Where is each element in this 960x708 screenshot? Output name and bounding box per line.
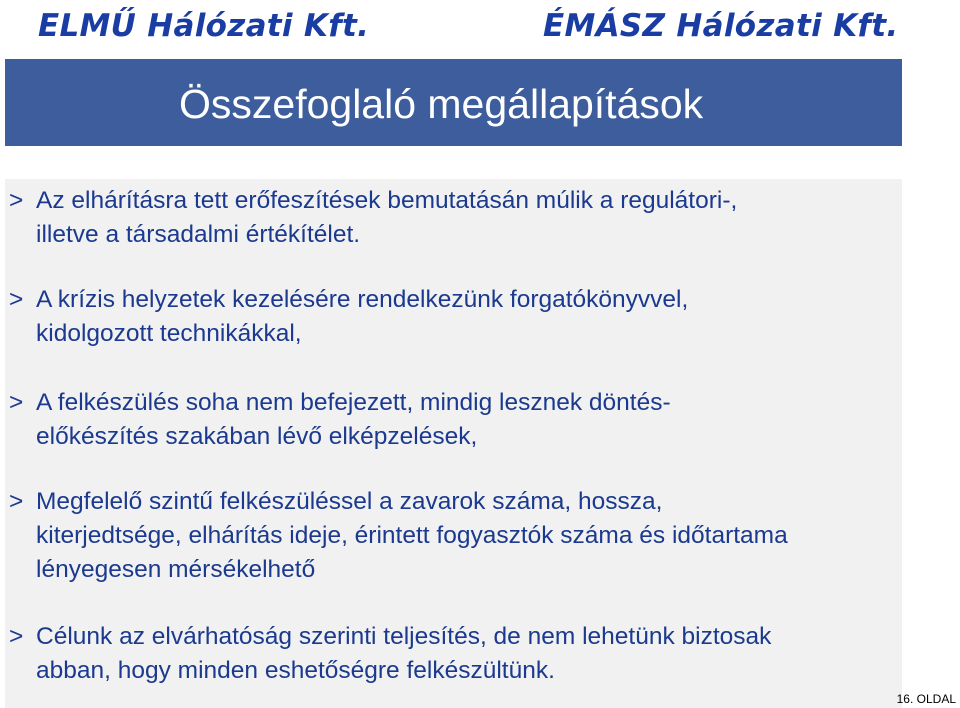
bullet-item — [0, 485, 905, 587]
elmu-logo: ELMŰ Hálózati Kft. — [38, 8, 370, 44]
bullet-marker: > — [9, 286, 24, 313]
bullet-line: lényegesen mérsékelhető — [36, 556, 316, 583]
bullet-line: A felkészülés soha nem befejezett, mindig lesznek döntés- — [36, 389, 671, 416]
bullet-marker: > — [9, 389, 24, 416]
bullet-line: Megfelelő szintű felkészüléssel a zavarok száma, hossza, — [36, 488, 663, 515]
bullet-line: Célunk az elvárhatóság szerinti teljesítés, de nem lehetünk biztosak — [36, 623, 772, 650]
bullet-marker: > — [9, 623, 24, 650]
bullet-item — [0, 620, 905, 688]
bullet-item — [0, 386, 905, 454]
bullet-line: előkészítés szakában lévő elképzelések, — [36, 423, 478, 450]
bullet-line: kidolgozott technikákkal, — [36, 320, 302, 347]
bullet-line: illetve a társadalmi értékítélet. — [36, 221, 361, 248]
bullet-marker: > — [9, 187, 24, 214]
bullet-item — [0, 184, 905, 252]
bullet-marker: > — [9, 488, 24, 515]
slide-title: Összefoglaló megállapítások — [179, 81, 704, 127]
bullet-line: abban, hogy minden eshetőségre felkészültünk. — [36, 657, 555, 684]
bullet-line: A krízis helyzetek kezelésére rendelkezünk forgatókönyvvel, — [36, 286, 689, 313]
page-number: 16. OLDAL — [896, 692, 956, 706]
bullet-line: Az elhárításra tett erőfeszítések bemutatásán múlik a regulátori-, — [36, 187, 738, 214]
bullet-line: kiterjedtsége, elhárítás ideje, érintett fogyasztók száma és időtartama — [36, 522, 788, 549]
emasz-logo: ÉMÁSZ Hálózati Kft. — [543, 8, 899, 44]
bullet-item — [0, 283, 905, 351]
